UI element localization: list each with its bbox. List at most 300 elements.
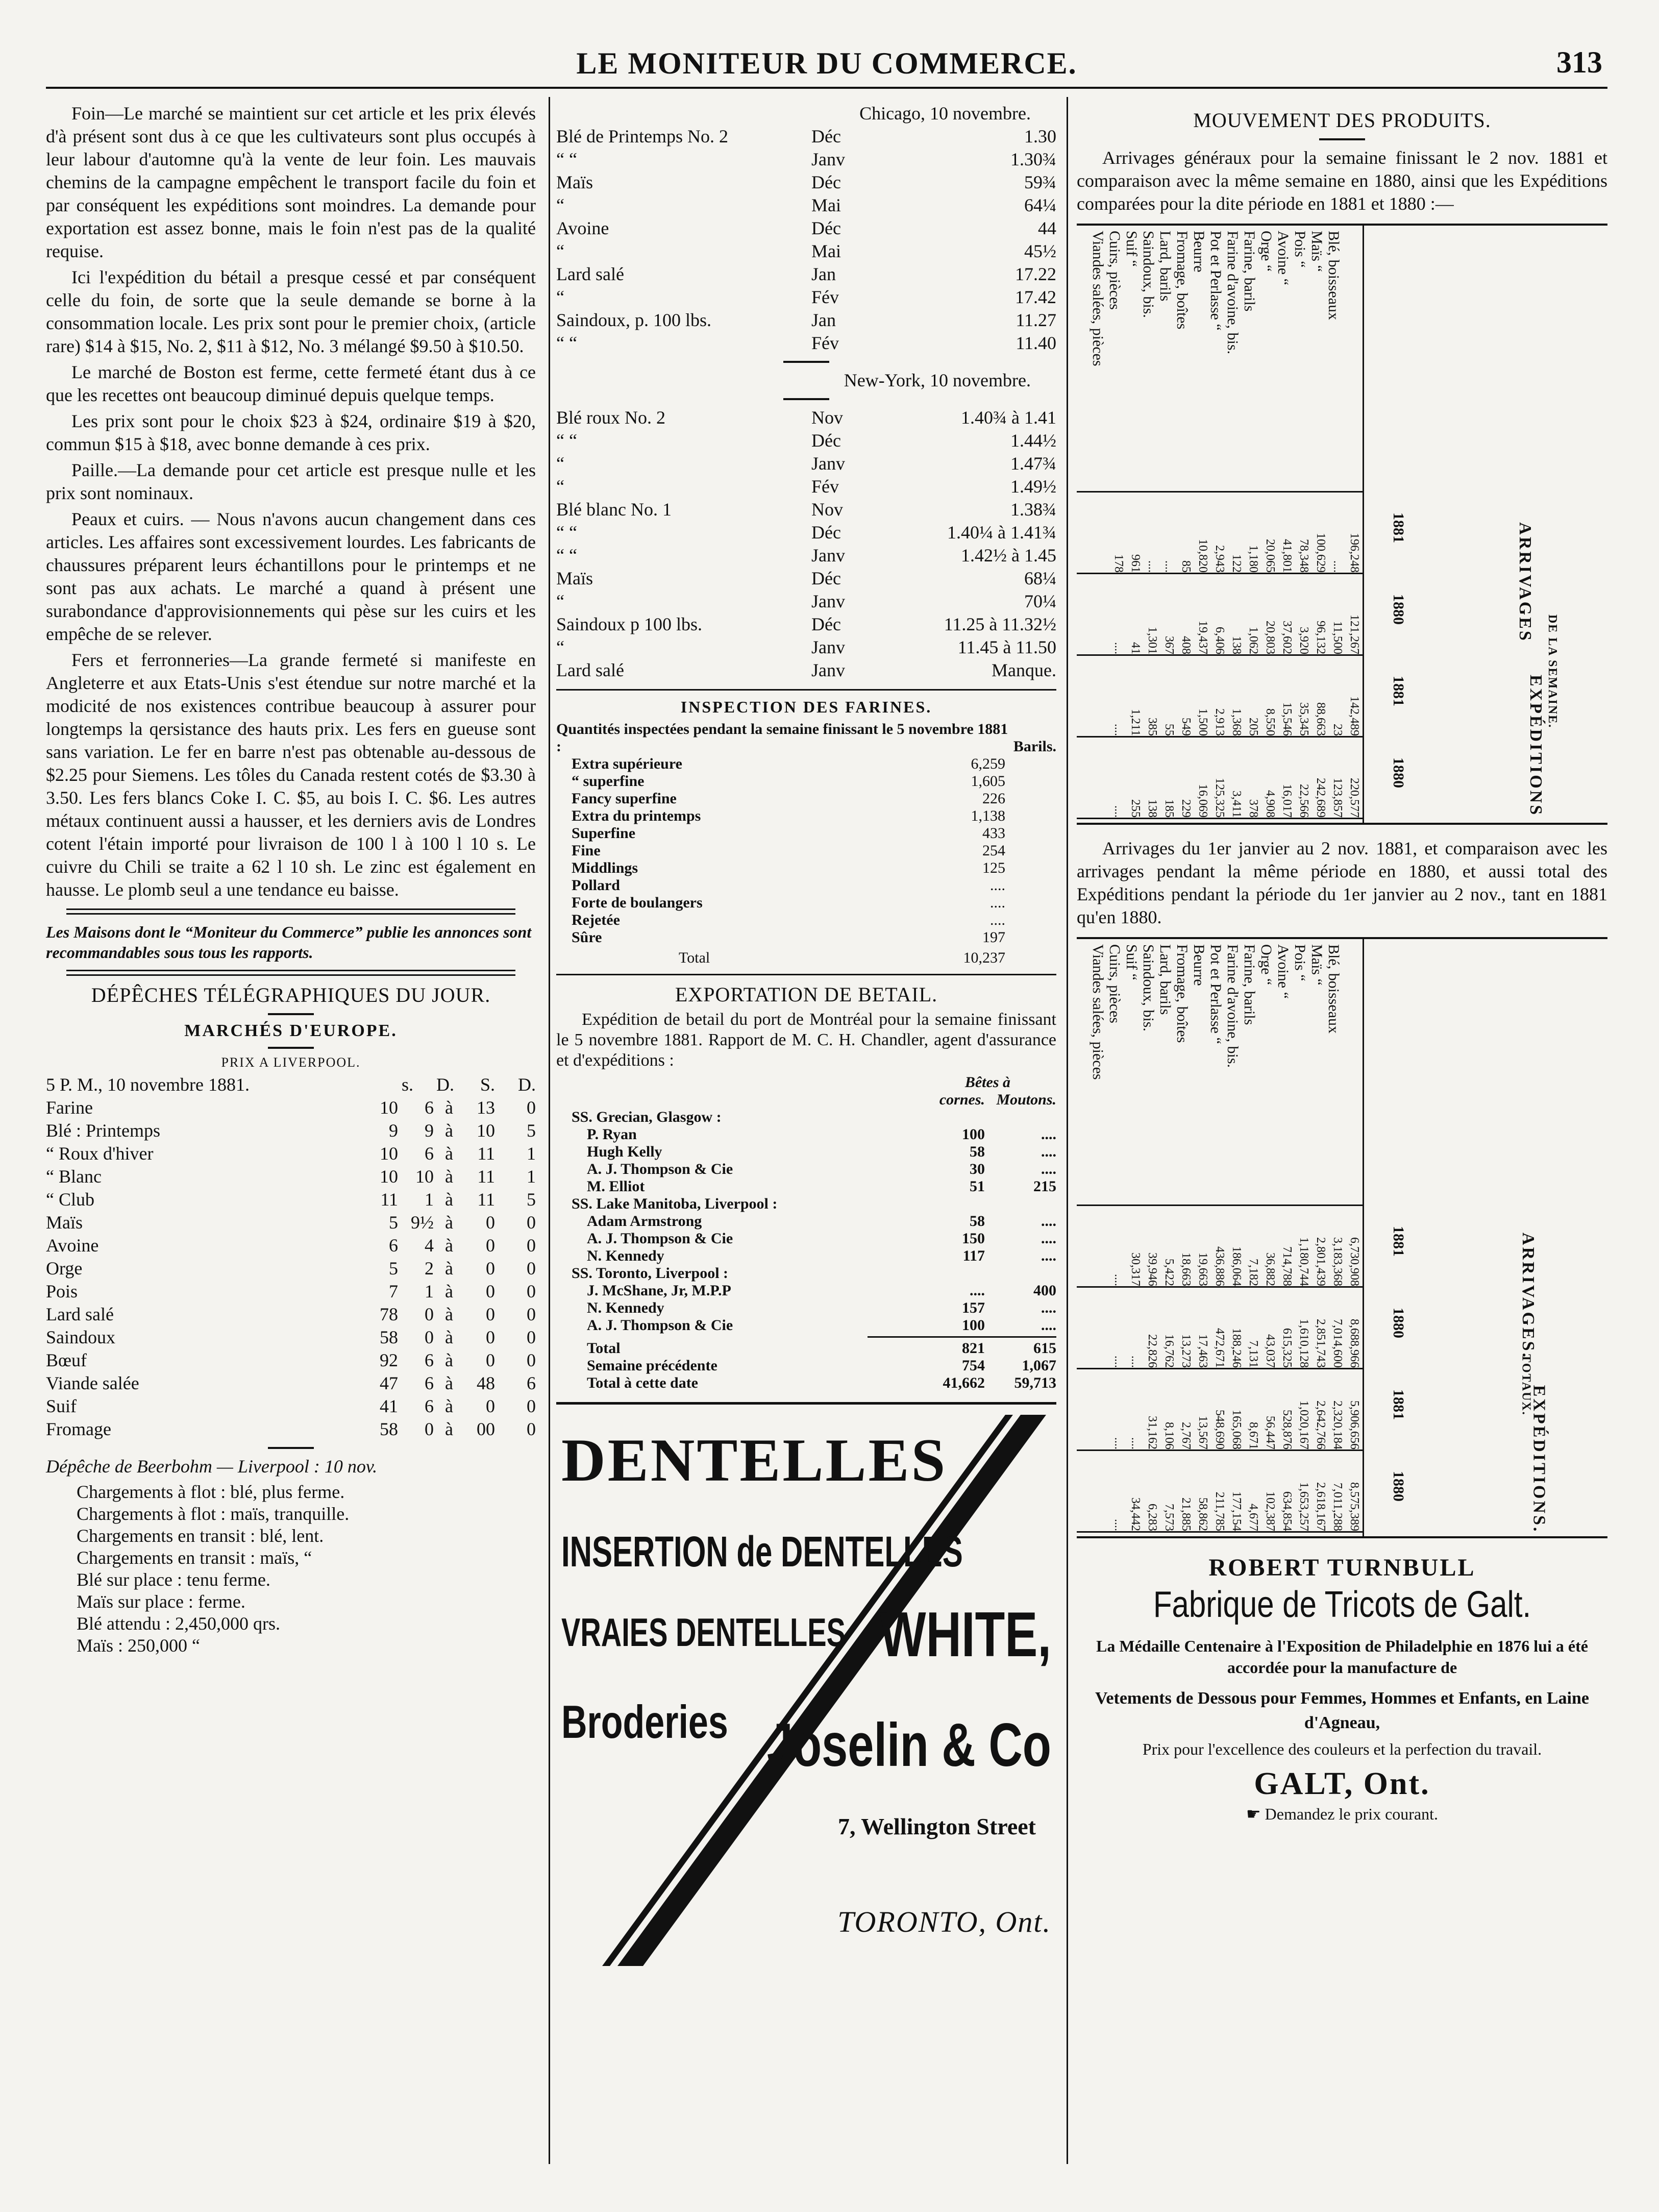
value-cell: 8,575,389 xyxy=(1348,1482,1361,1531)
value-cell: 4,677 xyxy=(1247,1504,1260,1531)
table-row xyxy=(572,1109,1056,1126)
ad-joselin: Joselin & Co xyxy=(766,1711,1051,1779)
price-value: 6 xyxy=(527,1373,536,1393)
value-band-exp1881 xyxy=(1077,1368,1363,1451)
value-cell: 3,411 xyxy=(1230,790,1243,818)
value-cell: 37,602 xyxy=(1280,621,1294,654)
ad-broderies: Broderies xyxy=(561,1696,728,1748)
delivery-month: Mai xyxy=(811,195,841,215)
value-cell: 229 xyxy=(1179,799,1193,818)
product-label: Viandes salées, pièces xyxy=(1090,944,1106,1080)
price-value: 11 xyxy=(380,1189,398,1210)
paragraph-foin: Foin—Le marché se maintient sur cet article et les prix élevés d'à présent sont dus à ce que les cultivateurs sont plus occupés à leur labour d'automne qu'à la vente de leur foin. Les mauvais chemins de la campagne empêchent le transport facile du foin et par conséquent les expéditions sont moindres. La demande pour exportation est assez bonne, mais le foin n'est pas de la qualité requise. xyxy=(46,103,536,261)
price-value: 0 xyxy=(527,1235,536,1256)
value-cell: 6,730,908 xyxy=(1348,1237,1361,1286)
commodity-label: Lard salé xyxy=(556,264,624,284)
cattle-count: 51 xyxy=(970,1178,985,1195)
table-row xyxy=(46,1418,536,1441)
value-cell: 31,162 xyxy=(1146,1416,1159,1449)
newspaper-page xyxy=(46,41,1607,2184)
value-cell: 17,463 xyxy=(1196,1334,1209,1368)
value-cell: .... xyxy=(1129,1437,1142,1449)
price-value: 1 xyxy=(425,1281,434,1301)
value-cell: 211,785 xyxy=(1213,1491,1226,1531)
value-cell: 8,671 xyxy=(1247,1422,1260,1449)
product-label: Maïs “ xyxy=(1308,944,1325,986)
value-cell: 19,663 xyxy=(1196,1252,1209,1286)
liverpool-price-table xyxy=(46,1073,536,1441)
quantity-value: 226 xyxy=(982,790,1005,807)
product-label: Blé, boisseaux xyxy=(1325,231,1342,320)
price-sep: à xyxy=(445,1419,453,1439)
year-label: 1880 xyxy=(1390,757,1407,788)
price-value: 0 xyxy=(527,1419,536,1439)
table-row xyxy=(556,148,1056,171)
quantity-value: 433 xyxy=(982,825,1005,842)
value-band-rotated xyxy=(1077,573,1363,654)
value-cell: 2,851,743 xyxy=(1314,1319,1327,1368)
page-number: 313 xyxy=(1556,45,1602,79)
ad-city: TORONTO, Ont. xyxy=(837,1905,1051,1938)
product-labels xyxy=(1077,226,1363,493)
value-band-rotated xyxy=(1077,736,1363,818)
table-row xyxy=(556,240,1056,263)
price-value: 45½ xyxy=(1024,241,1056,261)
price-value: 6 xyxy=(425,1097,434,1118)
beerbohm-heading: Dépêche de Beerbohm — Liverpool : 10 nov. xyxy=(46,1456,378,1477)
newyork-title: New-York, 10 novembre. xyxy=(844,370,1031,390)
commodity-label: Suif xyxy=(46,1396,77,1416)
value-cell: 35,345 xyxy=(1297,702,1310,736)
value-cell: 7,131 xyxy=(1247,1340,1260,1368)
price-value: 0 xyxy=(425,1304,434,1324)
europe-heading: MARCHÉS D'EUROPE. xyxy=(184,1021,398,1040)
cattle-count: 100 xyxy=(962,1126,985,1143)
sheep-count: .... xyxy=(1041,1161,1056,1177)
total-label: Total à cette date xyxy=(587,1374,698,1391)
total-row xyxy=(572,1357,1056,1374)
product-label: Fromage, boîtes xyxy=(1174,231,1191,330)
product-label: Saindoux, bis. xyxy=(1140,231,1157,318)
value-cell: .... xyxy=(1112,1356,1125,1368)
price-value: 70¼ xyxy=(1024,591,1056,611)
commodity-label: Maïs xyxy=(46,1212,83,1233)
ad-city: GALT, Ont. xyxy=(1254,1766,1430,1801)
flour-grade: Rejetée xyxy=(572,912,620,928)
delivery-month: Déc xyxy=(811,218,841,238)
value-cell: 16,762 xyxy=(1162,1334,1176,1368)
price-value: 0 xyxy=(527,1281,536,1301)
product-label: Cuirs, pièces xyxy=(1106,944,1123,1023)
table-row xyxy=(46,1188,536,1211)
section-rule xyxy=(556,689,1056,691)
quantity-value: .... xyxy=(990,877,1005,894)
product-label: Pois “ xyxy=(1292,231,1308,268)
value-band-rotated xyxy=(1077,491,1363,573)
price-value: 6 xyxy=(425,1373,434,1393)
value-cell: 20,065 xyxy=(1264,539,1277,573)
price-value: 11.40 xyxy=(1016,333,1056,353)
inspection-unit: Barils. xyxy=(1013,738,1056,755)
delivery-month: Nov xyxy=(811,499,843,520)
period-label: TOTAUX. xyxy=(1519,1354,1533,1416)
commodity-label: “ xyxy=(556,241,564,261)
table-row xyxy=(556,521,1056,544)
value-cell: .... xyxy=(1129,1356,1142,1368)
quantity-value: .... xyxy=(990,912,1005,928)
commodity-label: Lard salé xyxy=(46,1304,114,1324)
value-cell: 1,610,128 xyxy=(1297,1319,1310,1368)
quantity-value: .... xyxy=(990,894,1005,911)
market-reports xyxy=(46,102,536,901)
table-row xyxy=(46,1303,536,1326)
delivery-month: Fév xyxy=(811,476,839,497)
value-band-rotated xyxy=(1077,1449,1363,1531)
delivery-month: Fév xyxy=(811,333,839,353)
price-sep: à xyxy=(445,1235,453,1256)
table-row xyxy=(572,929,1005,946)
value-cell: 2,642,766 xyxy=(1314,1400,1327,1449)
value-cell: 30,317 xyxy=(1129,1252,1142,1286)
value-cell: 5,906,656 xyxy=(1348,1400,1361,1449)
value-cell: 122 xyxy=(1230,554,1243,573)
price-value: 41 xyxy=(380,1396,398,1416)
commodity-label: Saindoux p 100 lbs. xyxy=(556,614,703,634)
value-band-arr1881 xyxy=(1077,1205,1363,1288)
price-value: 6 xyxy=(425,1396,434,1416)
inspection-total-row xyxy=(556,949,1056,967)
price-value: 11.27 xyxy=(1016,310,1056,330)
value-cell: 1,180 xyxy=(1247,545,1260,573)
delivery-month: Janv xyxy=(811,660,845,680)
quantity-value: 125 xyxy=(982,859,1005,876)
cattle-count: 58 xyxy=(970,1143,985,1160)
price-value: 1 xyxy=(527,1166,536,1187)
value-cell: 436,886 xyxy=(1213,1246,1226,1286)
price-value: 1.30 xyxy=(1024,126,1056,146)
table-row xyxy=(572,842,1005,859)
price-value: 47 xyxy=(380,1373,398,1393)
table-row xyxy=(556,475,1056,498)
table-row xyxy=(46,1349,536,1372)
liverpool-date: 5 P. M., 10 novembre 1881. xyxy=(46,1074,250,1095)
value-cell: 2,943 xyxy=(1213,545,1226,573)
sheep-count: .... xyxy=(1041,1299,1056,1316)
cattle-count: 100 xyxy=(962,1317,985,1334)
quantity-value: 254 xyxy=(982,842,1005,859)
period-label: DE LA SEMAINE. xyxy=(1546,614,1559,729)
short-rule xyxy=(268,1447,314,1449)
delivery-month: Janv xyxy=(811,545,845,566)
value-cell: 18,663 xyxy=(1179,1252,1193,1286)
price-value: 6 xyxy=(425,1143,434,1164)
flour-grade: Extra du printemps xyxy=(572,807,701,824)
product-labels-rotated xyxy=(1087,944,1342,1199)
price-value: 58 xyxy=(380,1327,398,1347)
short-rule xyxy=(783,398,829,400)
paragraph-peaux: Peaux et cuirs. — Nous n'avons aucun changement dans ces articles. Les affaires sont excessivement lourdes. Les fabricants de chaussures préparent leurs échantillons pour le printemps et ne sont pas aux achats. Le marché a quand à présent une surabondance d'approvisionnements qui pèse sur les cuirs et les empêche de se relever. xyxy=(46,509,536,644)
commodity-label: “ Club xyxy=(46,1189,94,1210)
price-value: 6 xyxy=(389,1235,398,1256)
column-center xyxy=(556,102,1056,1971)
export-head-group xyxy=(572,1074,1056,1091)
value-cell: 13,567 xyxy=(1196,1416,1209,1449)
movement-heading: MOUVEMENT DES PRODUITS. xyxy=(1193,109,1491,132)
flour-grade: Middlings xyxy=(572,859,638,876)
table-row xyxy=(572,1143,1056,1161)
price-value: 1.47¾ xyxy=(1010,453,1056,474)
cumulative-movement-table xyxy=(1077,937,1607,1538)
price-value: 58 xyxy=(380,1419,398,1439)
commodity-label: “ “ xyxy=(556,430,577,451)
list-item: Blé attendu : 2,450,000 qrs. xyxy=(77,1613,280,1634)
table-row xyxy=(572,1282,1056,1299)
table-row xyxy=(572,894,1005,912)
pointing-hand-icon: ☛ xyxy=(1246,1805,1265,1823)
price-value: 78 xyxy=(380,1304,398,1324)
price-sep: à xyxy=(445,1350,453,1370)
ad-insertion: INSERTION de DENTELLES xyxy=(561,1528,963,1576)
table-row xyxy=(572,790,1005,807)
col-head: cornes. xyxy=(939,1091,985,1108)
price-value: 0 xyxy=(527,1212,536,1233)
beerbohm-list xyxy=(46,1481,536,1657)
value-cell: .... xyxy=(1162,560,1176,573)
commodity-label: Saindoux xyxy=(46,1327,116,1347)
shipper-name: A. J. Thompson & Cie xyxy=(587,1230,733,1247)
year-label: 1881 xyxy=(1390,1226,1407,1257)
table-row xyxy=(556,452,1056,475)
price-value: 1 xyxy=(425,1189,434,1210)
sheep-count xyxy=(985,1265,1056,1282)
price-sep: à xyxy=(445,1189,453,1210)
year-label: 1881 xyxy=(1390,512,1407,543)
table-row xyxy=(556,286,1056,309)
sheep-count: .... xyxy=(1041,1213,1056,1230)
value-cell: 7,011,288 xyxy=(1331,1482,1344,1531)
quantity-value: 197 xyxy=(982,929,1005,946)
value-cell: 1,301 xyxy=(1146,627,1159,654)
value-cell: 714,788 xyxy=(1280,1246,1294,1286)
shipper-name: M. Elliot xyxy=(587,1178,645,1195)
value-cell: 961 xyxy=(1129,554,1142,573)
value-cell: 242,689 xyxy=(1314,778,1327,818)
value-band-rotated xyxy=(1077,1286,1363,1368)
value-cell: 22,826 xyxy=(1146,1334,1159,1368)
short-rule xyxy=(268,1013,314,1015)
commodity-label: Orge xyxy=(46,1258,83,1279)
liverpool-col-head: S. xyxy=(480,1074,495,1095)
value-cell: .... xyxy=(1112,1437,1125,1449)
delivery-month: Janv xyxy=(811,637,845,657)
value-cell: .... xyxy=(1112,724,1125,736)
sheep-count xyxy=(985,1109,1056,1126)
value-cell: 138 xyxy=(1230,636,1243,654)
commodity-label: Blé blanc No. 1 xyxy=(556,499,672,520)
price-value: 0 xyxy=(527,1258,536,1279)
spacer xyxy=(572,1091,919,1109)
price-value: 11 xyxy=(477,1143,495,1164)
value-cell: 58,862 xyxy=(1196,1497,1209,1531)
product-label: Viandes salées, pièces xyxy=(1090,231,1106,366)
delivery-month: Déc xyxy=(811,172,841,192)
value-cell: 220,577 xyxy=(1348,778,1361,818)
table-row xyxy=(572,877,1005,894)
value-cell: 385 xyxy=(1146,718,1159,736)
commodity-label: “ xyxy=(556,453,564,474)
value-cell: 8,550 xyxy=(1264,708,1277,736)
value-cell: 10,820 xyxy=(1196,539,1209,573)
commodity-label: “ “ xyxy=(556,333,577,353)
price-sep: à xyxy=(445,1166,453,1187)
year-label: 1880 xyxy=(1390,594,1407,625)
sheep-count: .... xyxy=(1041,1247,1056,1264)
table-row xyxy=(556,263,1056,286)
paragraph-betail: Ici l'expédition du bétail a presque cessé et par conséquent celle du foin, de sorte que la seule demande se borne à la consommation locale. Les prix sont pour le premier choix, (article rare) $14 à $15, No. 2, $11 à $12, No. 3 mélangé $9.50 à $10.50. xyxy=(46,267,536,356)
price-value: 5 xyxy=(527,1189,536,1210)
price-value: 9½ xyxy=(411,1212,434,1233)
chicago-price-table xyxy=(556,125,1056,355)
commodity-label: Farine xyxy=(46,1097,93,1118)
commodity-label: Blé roux No. 2 xyxy=(556,407,665,428)
price-value: 64¼ xyxy=(1024,195,1056,215)
commodity-label: Fromage xyxy=(46,1419,111,1439)
table-row xyxy=(556,613,1056,636)
price-value: 0 xyxy=(527,1097,536,1118)
table-row xyxy=(556,659,1056,682)
value-cell: 615,325 xyxy=(1280,1328,1294,1368)
commodity-label: “ “ xyxy=(556,522,577,543)
value-cell: 121,267 xyxy=(1348,615,1361,654)
value-cell: 20,803 xyxy=(1264,621,1277,654)
commodity-label: Avoine xyxy=(46,1235,99,1256)
ad-vraies: VRAIES DENTELLES xyxy=(561,1609,846,1655)
ship-name: SS. Lake Manitoba, Liverpool : xyxy=(572,1195,778,1212)
flour-grade: Extra supérieure xyxy=(572,755,682,772)
ad-cta: Demandez le prix courant. xyxy=(1265,1805,1439,1823)
commodity-label: “ xyxy=(556,637,564,657)
value-cell: 7,014,600 xyxy=(1331,1319,1344,1368)
table-row xyxy=(572,1317,1056,1334)
inspection-intro-row xyxy=(556,721,1056,755)
delivery-month: Déc xyxy=(811,522,841,543)
product-label: Maïs “ xyxy=(1308,231,1325,272)
value-cell: 3,183,368 xyxy=(1331,1237,1344,1286)
value-cell: .... xyxy=(1112,805,1125,818)
value-cell: 7,573 xyxy=(1162,1504,1176,1531)
liverpool-col-head: s. xyxy=(401,1074,413,1095)
quantity-value: 1,138 xyxy=(971,807,1005,824)
value-cell: .... xyxy=(1112,1274,1125,1286)
value-cell: 367 xyxy=(1162,636,1176,654)
value-cell: 8,688,966 xyxy=(1348,1319,1361,1368)
price-sep: à xyxy=(445,1097,453,1118)
table-row xyxy=(46,1211,536,1234)
product-label: Farine, barils xyxy=(1241,231,1258,312)
commodity-label: Bœuf xyxy=(46,1350,87,1370)
table-row xyxy=(46,1142,536,1165)
price-value: 1.49½ xyxy=(1010,476,1056,497)
sheep-count: .... xyxy=(1041,1230,1056,1247)
product-label: Farine d'avoine, bis. xyxy=(1224,944,1241,1068)
value-band-arr1880 xyxy=(1077,1286,1363,1369)
table-row xyxy=(556,636,1056,659)
col-head: Moutons. xyxy=(996,1091,1056,1108)
flour-grade: Fine xyxy=(572,842,601,859)
table-row xyxy=(556,590,1056,613)
price-value: 2 xyxy=(425,1258,434,1279)
table-row xyxy=(46,1280,536,1303)
value-cell: 102,387 xyxy=(1264,1491,1277,1531)
table-row xyxy=(46,1234,536,1257)
commodity-label: “ xyxy=(556,476,564,497)
commodity-label: “ xyxy=(556,287,564,307)
price-sep: à xyxy=(445,1396,453,1416)
value-cell: 634,854 xyxy=(1280,1491,1294,1531)
arrivages-label: ARRIVAGES. xyxy=(1519,1232,1538,1360)
telegraph-heading: DÉPÊCHES TÉLÉGRAPHIQUES DU JOUR. xyxy=(91,984,491,1006)
ad-medal: La Médaille Centenaire à l'Exposition de Philadelphie en 1876 lui a été accordée pour la manufacture de xyxy=(1096,1637,1588,1677)
commodity-label: “ xyxy=(556,195,564,215)
value-cell: 1,062 xyxy=(1247,627,1260,654)
commodity-label: Avoine xyxy=(556,218,609,238)
delivery-month: Jan xyxy=(811,264,836,284)
dentelles-advertisement xyxy=(556,1402,1056,1971)
shipper-name: P. Ryan xyxy=(587,1126,637,1143)
value-band-arr1880 xyxy=(1077,573,1363,656)
value-cell: 3,920 xyxy=(1297,627,1310,654)
price-value: 1.40¾ à 1.41 xyxy=(961,407,1056,428)
shipper-name: N. Kennedy xyxy=(587,1247,664,1264)
value-cell: 41,801 xyxy=(1280,539,1294,573)
sheep-count: 615 xyxy=(1033,1340,1056,1357)
quantity-value: 1,605 xyxy=(971,773,1005,790)
price-value: 0 xyxy=(486,1327,495,1347)
value-cell: 378 xyxy=(1247,799,1260,818)
table-row xyxy=(572,1161,1056,1178)
cattle-count: 150 xyxy=(962,1230,985,1247)
column-divider xyxy=(1067,97,1068,2164)
short-rule xyxy=(1319,138,1365,140)
arrivages-label: ARRIVAGES xyxy=(1515,522,1534,643)
table-row xyxy=(572,1299,1056,1317)
price-value: 13 xyxy=(477,1097,495,1118)
list-item: Chargements à flot : blé, plus ferme. xyxy=(77,1482,345,1502)
total-label: Semaine précédente xyxy=(587,1357,717,1374)
price-sep: à xyxy=(445,1212,453,1233)
cattle-count: 754 xyxy=(962,1357,985,1374)
commodity-label: “ xyxy=(556,591,564,611)
expeditions-label: EXPÉDITIONS xyxy=(1526,674,1546,817)
table-row xyxy=(556,171,1056,194)
price-value: 1.38¾ xyxy=(1010,499,1056,520)
value-cell: 125,325 xyxy=(1213,778,1226,818)
delivery-month: Mai xyxy=(811,241,841,261)
weekly-movement-table xyxy=(1077,224,1607,825)
value-cell: 1,368 xyxy=(1230,708,1243,736)
export-head xyxy=(572,1091,1056,1109)
value-cell: 19,437 xyxy=(1196,621,1209,654)
liverpool-col-head: D. xyxy=(518,1074,536,1095)
delivery-month: Déc xyxy=(811,568,841,588)
value-cell: 39,946 xyxy=(1146,1252,1159,1286)
ad-address: 7, Wellington Street xyxy=(837,1813,1036,1839)
table-row xyxy=(572,773,1005,790)
product-label: Farine d'avoine, bis. xyxy=(1224,231,1241,355)
column-left xyxy=(46,102,536,1657)
inspection-intro: Quantités inspectées pendant la semaine finissant le 5 novembre 1881 : xyxy=(556,721,1008,755)
value-band-arr1881 xyxy=(1077,491,1363,574)
